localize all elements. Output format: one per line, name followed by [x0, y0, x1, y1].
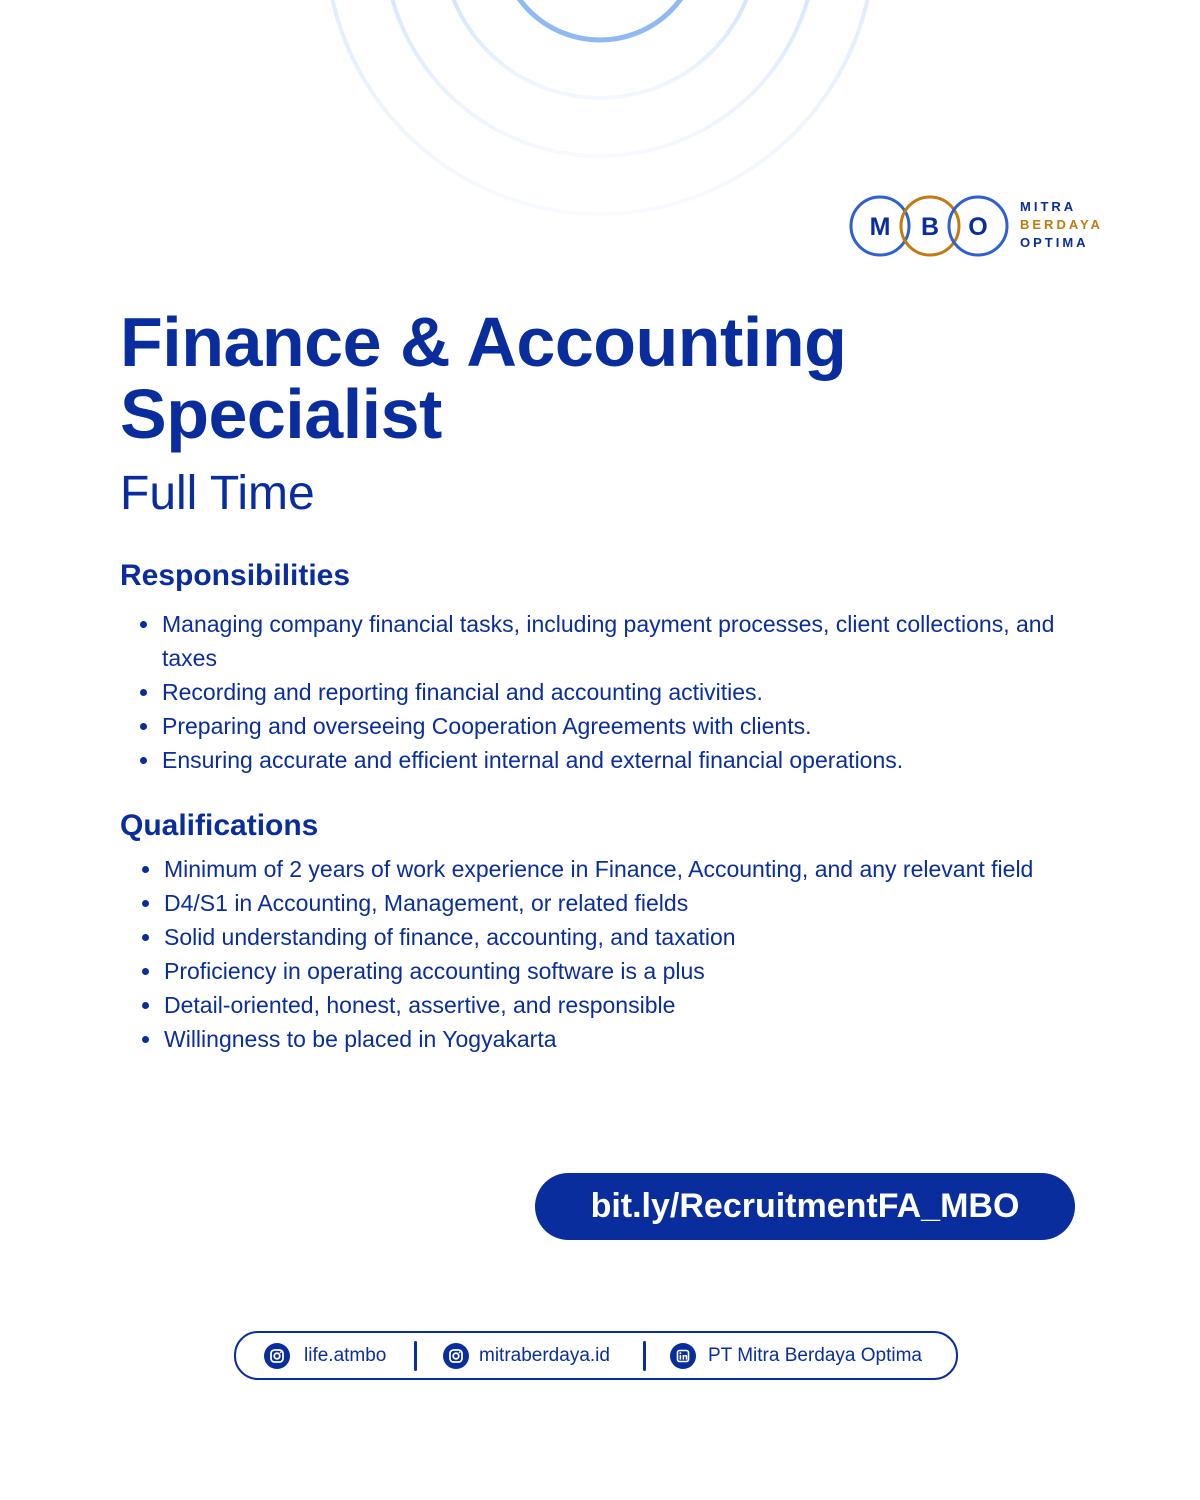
logo-letter-b: B [920, 213, 940, 241]
list-item: Ensuring accurate and efficient internal and external financial operations. [162, 743, 1092, 777]
instagram-icon [443, 1343, 469, 1369]
social-link-life-atmbo[interactable] [264, 1333, 400, 1378]
instagram-icon [264, 1343, 290, 1369]
list-item: Willingness to be placed in Yogyakarta [164, 1022, 1094, 1056]
list-item: Detail-oriented, honest, assertive, and responsible [164, 988, 1094, 1022]
list-item: Preparing and overseeing Cooperation Agreements with clients. [162, 709, 1092, 743]
separator [643, 1341, 646, 1371]
list-item: Minimum of 2 years of work experience in Finance, Accounting, and any relevant field [164, 852, 1094, 886]
decorative-rings [0, 0, 1200, 320]
job-title [120, 303, 1080, 453]
logo-word-berdaya: BERDAYA [1020, 217, 1103, 232]
apply-link-button[interactable]: bit.ly/RecruitmentFA_MBO [535, 1173, 1075, 1240]
list-item: Managing company financial tasks, including payment processes, client collections, and taxes [162, 607, 1092, 675]
list-item: Solid understanding of finance, accounting, and taxation [164, 920, 1094, 954]
logo-word-optima: OPTIMA [1020, 235, 1089, 250]
separator [414, 1341, 417, 1371]
job-type: Full Time [120, 467, 315, 520]
list-item: D4/S1 in Accounting, Management, or related fields [164, 886, 1094, 920]
job-title-line-2: Specialist [120, 375, 442, 453]
social-link-linkedin[interactable] [670, 1333, 922, 1378]
linkedin-icon [670, 1343, 696, 1369]
social-label: life.atmbo [304, 1344, 387, 1366]
qualifications-heading: Qualifications [120, 809, 319, 842]
list-item: Recording and reporting financial and accounting activities. [162, 675, 1092, 709]
responsibilities-heading: Responsibilities [120, 559, 351, 592]
list-item: Proficiency in operating accounting software is a plus [164, 954, 1094, 988]
qualifications-list [120, 852, 1094, 1056]
social-link-mitraberdaya[interactable] [443, 1333, 621, 1378]
logo-wordmark [1020, 198, 1103, 252]
logo-letter-o: O [968, 213, 988, 241]
social-label: PT Mitra Berdaya Optima [708, 1344, 923, 1366]
social-links-bar [234, 1331, 958, 1380]
job-title-line-1: Finance & Accounting [120, 303, 847, 381]
social-label: mitraberdaya.id [479, 1344, 610, 1366]
responsibilities-list [120, 607, 1092, 777]
logo-letter-m: M [869, 213, 891, 241]
logo-word-mitra: MITRA [1020, 199, 1077, 214]
